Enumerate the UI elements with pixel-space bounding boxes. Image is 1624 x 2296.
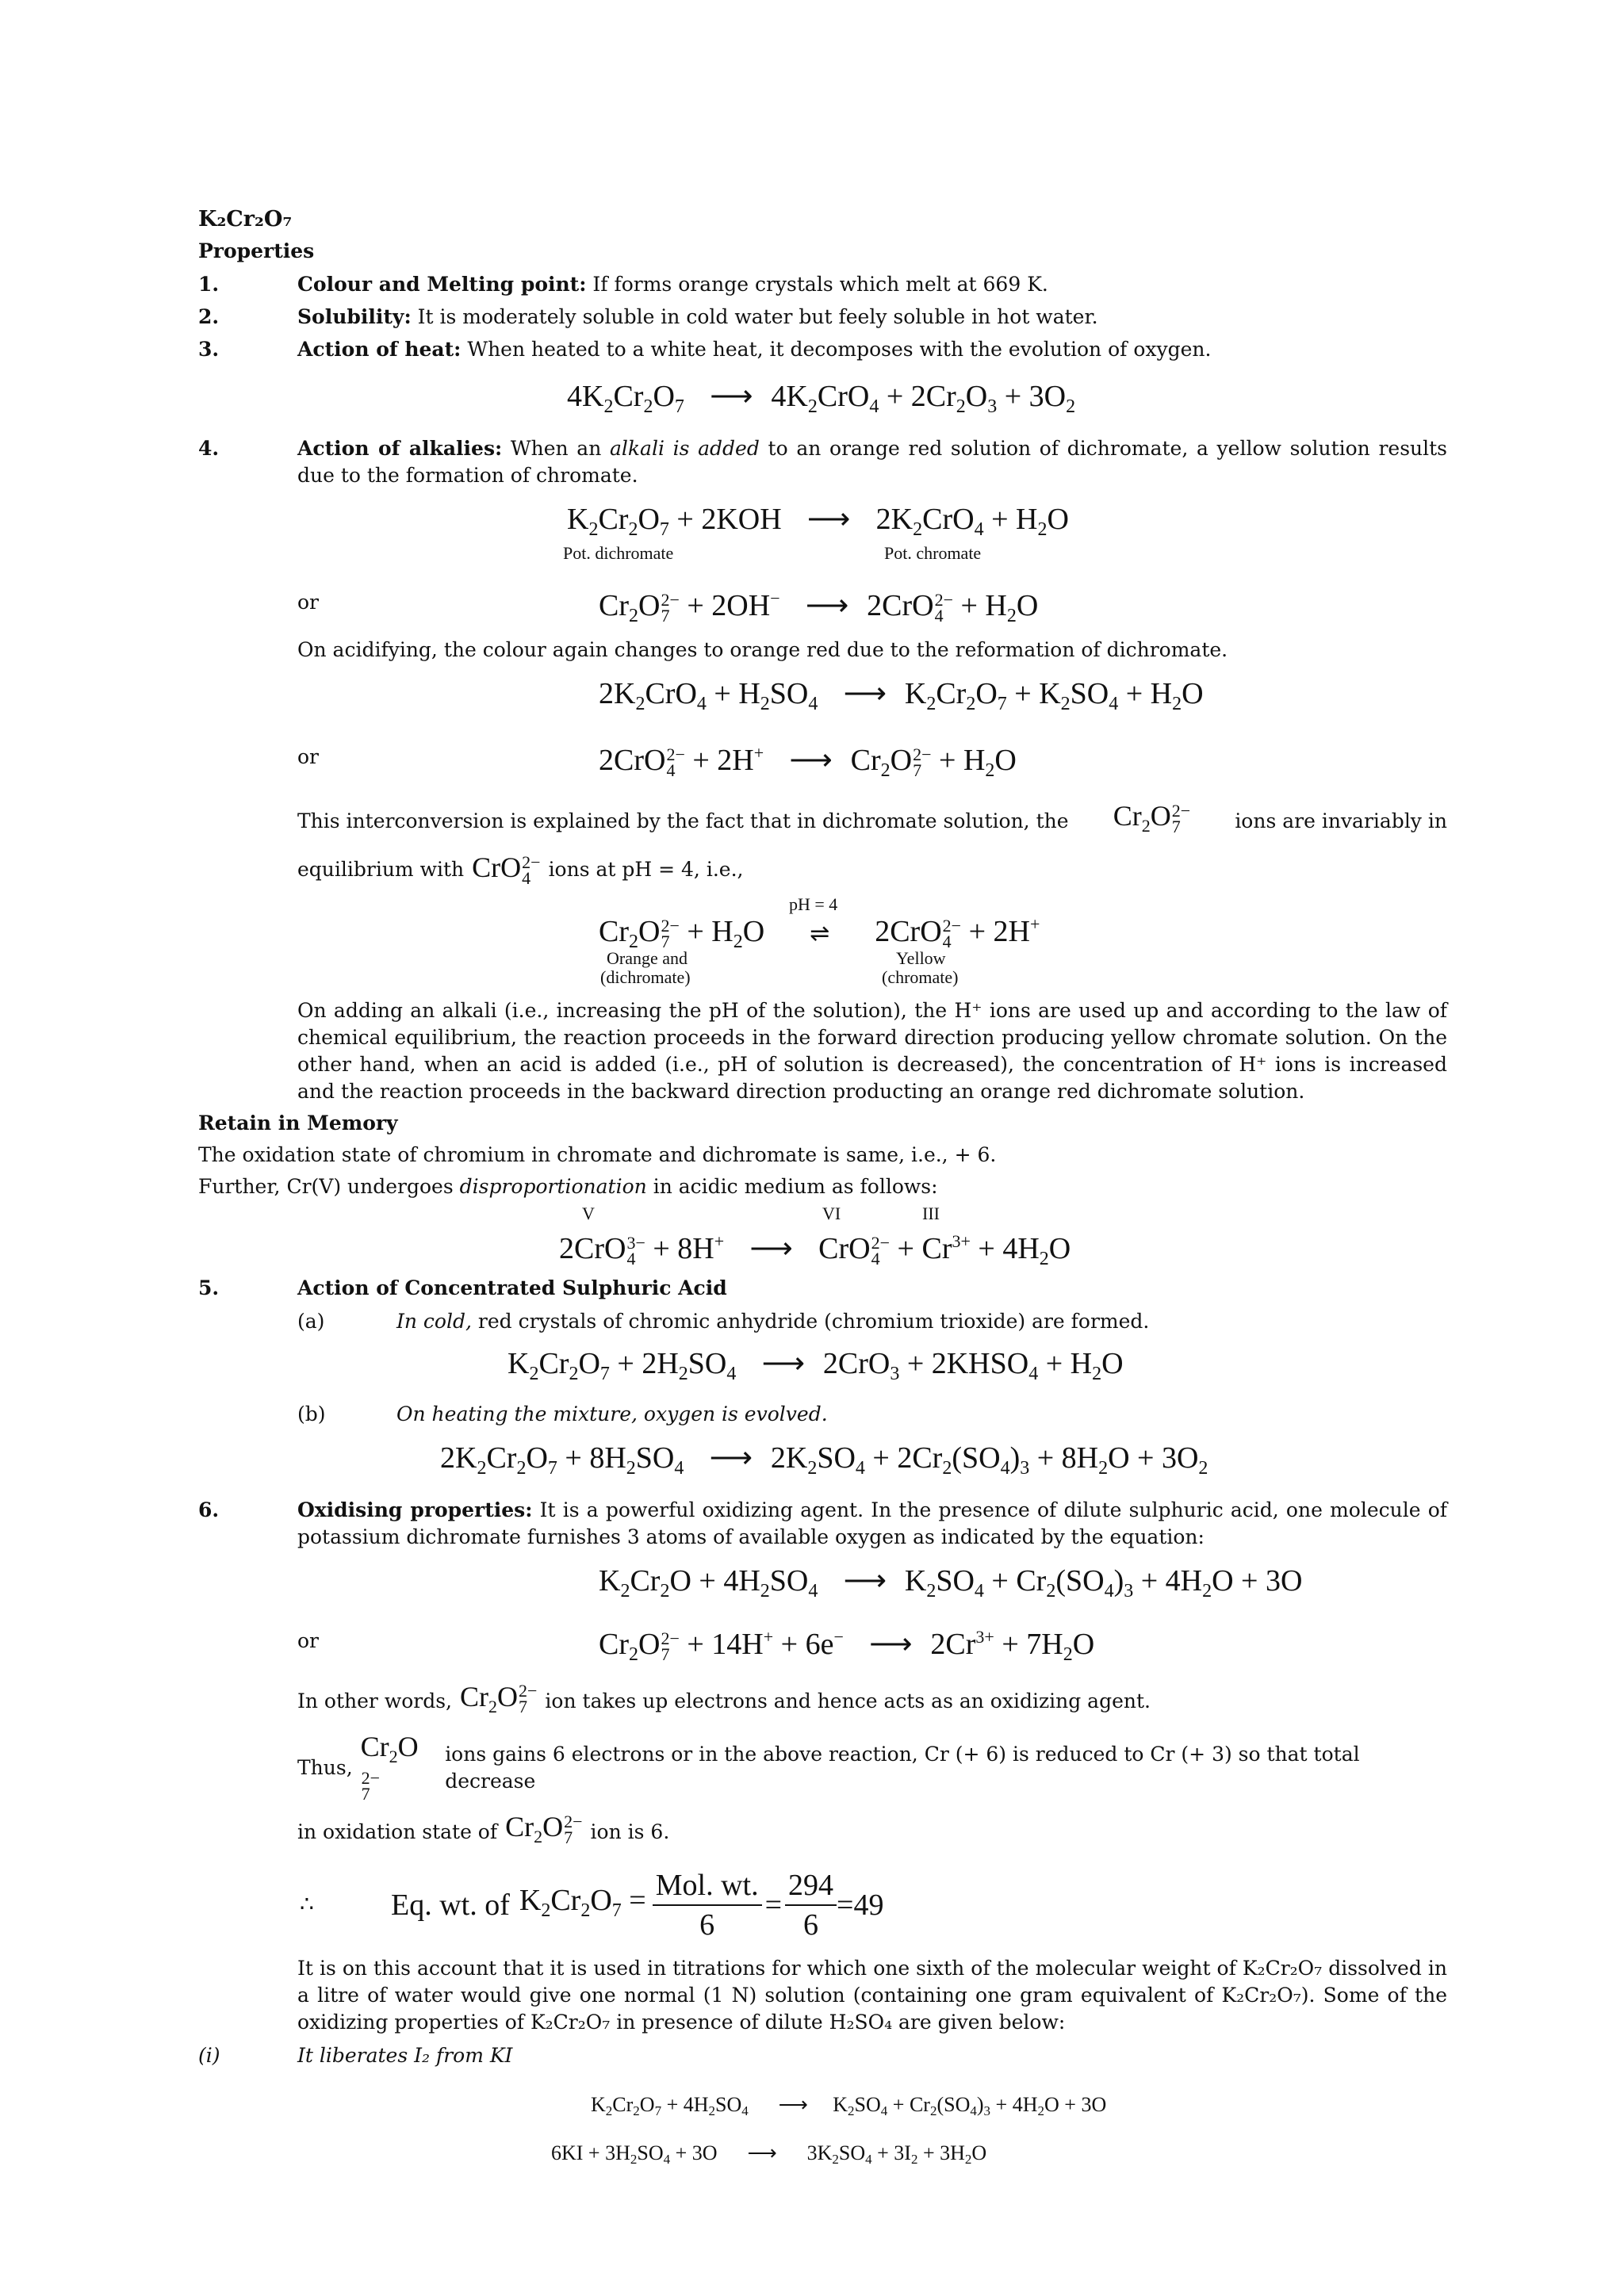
oxidation-state-text: The oxidation state of chromium in chromate and dichromate is same, i.e., + 6. xyxy=(198,1142,997,1166)
item-text: When an xyxy=(502,437,610,460)
further-text-b: in acidic medium as follows: xyxy=(646,1174,938,1198)
item-text: It is moderately soluble in cold water but feely soluble in hot water. xyxy=(411,305,1098,328)
equation-cold-acid: $K_2Cr_2O_7 + 2H_2SO_4$ ⟶ $2CrO_3 + 2KHSO_4 + H_2O$ xyxy=(508,1346,1124,1384)
item-number: 6. xyxy=(198,1498,220,1521)
ox-label-iii: III xyxy=(922,1203,940,1223)
item-1 xyxy=(198,271,1447,298)
equilibrium-text xyxy=(297,851,1447,888)
item-text: to an orange red solution of dichromate, a yellow solution results due to the formation of chromate. xyxy=(297,437,1447,487)
item-number: 5. xyxy=(198,1276,220,1299)
alkali-paragraph: On adding an alkali (i.e., increasing the pH of the solution), the H⁺ ions are used up and according to the law of chemical equilibrium, the reaction proceeds in the forward direction producing yellow chromate solution. On the other hand, when an acid is added (i.e., pH of solution is decreased), the concentration of H⁺ ions is increased and the reaction proceeds in the backward direction producting an orange red dichromate solution. xyxy=(297,998,1447,1103)
item-number: 2. xyxy=(198,305,220,328)
equation-hot-acid: $2K_2Cr_2O_7 + 8H_2SO_4$ ⟶ $2K_2SO_4 + 2Cr_2(SO_4)_3 + 8H_2O + 3O_2$ xyxy=(440,1441,1208,1479)
therefore-symbol: ∴ xyxy=(300,1892,314,1918)
item-text: It is a powerful oxidizing agent. In the presence of dilute sulphuric acid, one molecule of potassium dichromate furnishes 3 atoms of available oxygen as indicated by the equation: xyxy=(297,1498,1447,1548)
equilibrium-equation-block xyxy=(198,894,1447,989)
equilibrium-text-b: ions at pH = 4, i.e., xyxy=(548,858,744,882)
or-label: or xyxy=(297,1628,320,1652)
value-fraction xyxy=(785,1866,837,1944)
equation-oxidising-ionic-block xyxy=(198,1618,1447,1667)
label-chromate: (chromate) xyxy=(882,966,959,987)
equilibrium-text-a: equilibrium with xyxy=(297,858,465,882)
equation-ki-1: $K_2Cr_2O_7 + 4H_2SO_4$ ⟶ $K_2SO_4 + Cr_2(SO_4)_3 + 4H_2O + 3O$ xyxy=(591,2093,1107,2119)
account-paragraph: It is on this account that it is used in titrations for which one sixth of the molecular weight of K₂Cr₂O₇ dissolved in a litre of water would give one normal (1 N) solution (containing one gram equivalent of K₂Cr₂O₇). Some of the oxidizing properties of K₂Cr₂O₇ in presence of dilute H₂SO₄ are given below: xyxy=(297,1957,1447,2034)
item-text-italic: alkali is added xyxy=(610,437,760,460)
item-6 xyxy=(198,1497,1447,1551)
equation-acid: $2K_2CrO_4 + H_2SO_4$ ⟶ $K_2Cr_2O_7 + K_2SO_4 + H_2O$ xyxy=(599,677,1204,714)
equation-ki-2: $6KI + 3H_2SO_4 + 3O$ ⟶ $3K_2SO_4 + 3I_2 + 3H_2O$ xyxy=(551,2141,987,2168)
dichromate-ion: $Cr_2O$ 2− 7 xyxy=(460,1680,538,1717)
subitem-italic: On heating the mixture, oxygen is evolved. xyxy=(396,1402,828,1425)
document-page xyxy=(198,206,1447,2168)
chromate-ion: CrO 2− 4 xyxy=(472,851,541,888)
item-3 xyxy=(198,336,1447,363)
ph-label: pH = 4 xyxy=(789,894,838,914)
item-title: Action of Concentrated Sulphuric Acid xyxy=(297,1276,727,1299)
further-text-a: Further, Cr(V) undergoes xyxy=(198,1174,460,1198)
acidify-text: On acidifying, the colour again changes to orange red due to the reformation of dichromate. xyxy=(297,638,1228,661)
equation-alkali-ionic-block xyxy=(198,580,1447,629)
or-label: or xyxy=(297,591,320,614)
item-5 xyxy=(198,1275,1447,1302)
properties-title: Properties xyxy=(198,239,315,262)
equation-alkali: $K_2Cr_2O_7 + 2KOH$ ⟶ $2K_2CrO_4 + H_2O$ xyxy=(567,503,1069,540)
frac-numerator: Mol. wt. xyxy=(653,1866,762,1906)
subitem-text: red crystals of chromic anhydride (chromium trioxide) are formed. xyxy=(471,1309,1150,1333)
subitem-label: (a) xyxy=(297,1309,325,1333)
subitem-b xyxy=(297,1401,1447,1428)
item-title: Action of heat: xyxy=(297,338,462,361)
disproportionation-block xyxy=(198,1203,1447,1270)
subitem-label: (i) xyxy=(198,2044,220,2068)
item-text: If forms orange crystals which melt at 669 K. xyxy=(586,273,1048,296)
equation-alkali-block xyxy=(198,500,1447,572)
subitem-italic: In cold, xyxy=(396,1309,472,1333)
item-text: When heated to a white heat, it decomposes with the evolution of oxygen. xyxy=(461,338,1212,361)
oxidation-decrease-text xyxy=(297,1813,1447,1850)
frac-denominator: 6 xyxy=(803,1908,819,1942)
other-words-b: ion takes up electrons and hence acts as an oxidizing agent. xyxy=(545,1689,1151,1713)
frac-numerator: 294 xyxy=(785,1866,837,1906)
thus-a: Thus, xyxy=(297,1755,353,1779)
item-number: 3. xyxy=(198,338,220,361)
equilibrium-equation: $Cr_2O$ 2− 7 + $H_2O$ ⇌ 2CrO 2− 4 + 2H+ xyxy=(599,913,1040,952)
item-2 xyxy=(198,304,1447,331)
or-label: or xyxy=(297,745,320,768)
molwt-fraction xyxy=(653,1866,762,1944)
label-orange-and: Orange and xyxy=(607,947,688,968)
further-text xyxy=(198,1173,1447,1200)
disproportionation-equation: 2CrO 3− 4 + 8H+ ⟶ CrO 2− 4 + $Cr^{3+} + 4H_2O$ xyxy=(559,1230,1071,1269)
item-title: Colour and Melting point: xyxy=(297,273,587,296)
thus-b: ions gains 6 electrons or in the above reaction, Cr (+ 6) is reduced to Cr (+ 3) so that total decrease xyxy=(445,1742,1360,1793)
dichromate-ion: $Cr_2O$ 2− 7 xyxy=(360,1730,419,1804)
subitem-a xyxy=(297,1308,1447,1335)
item-title: Oxidising properties: xyxy=(297,1498,533,1521)
interconversion-text-b: ions are invariably in xyxy=(1235,809,1447,832)
heading: K₂Cr₂O₇ xyxy=(198,207,293,232)
eq-wt-result: =49 xyxy=(837,1888,884,1923)
label-yellow: Yellow xyxy=(896,947,946,968)
subitem-i xyxy=(198,2042,1447,2069)
item-title: Action of alkalies: xyxy=(297,437,503,460)
ox-decrease-b: ion is 6. xyxy=(590,1820,670,1843)
dichromate-ion: $Cr_2O$ 2− 7 xyxy=(1113,800,1191,836)
item-number: 4. xyxy=(198,437,220,460)
further-text-italic: disproportionation xyxy=(459,1174,647,1198)
equation-alkali-ionic: $Cr_2O$ 2− 7 + 2OH− ⟶ 2CrO 2− 4 + $H_2O$ xyxy=(599,588,1039,626)
interconversion-text-a: This interconversion is explained by the fact that in dichromate solution, the xyxy=(297,809,1069,832)
dichromate-ion: $Cr_2O$ 2− 7 xyxy=(505,1811,583,1848)
ox-label-vi: VI xyxy=(822,1203,841,1223)
equation-heat: $4K_2Cr_2O_7$ ⟶ $4K_2CrO_4 + 2Cr_2O_3 + 3O_2$ xyxy=(567,380,1076,417)
item-number: 1. xyxy=(198,273,220,296)
ox-decrease-a: in oxidation state of xyxy=(297,1820,498,1843)
other-words-text xyxy=(297,1680,1447,1720)
equation-oxidising-ionic: $Cr_2O$ 2− 7 + 14H+ + 6e− ⟶ $2Cr^{3+} + 7H_2O$ xyxy=(599,1626,1095,1665)
label-dichromate: (dichromate) xyxy=(600,966,691,987)
equivalent-weight-equation: ∴ Eq. wt. of $K_2Cr_2O_7$ = $\frac{\text{Mol. wt.}}{6}$ = $\frac{294}{6}$ =49 xyxy=(198,1866,1447,1944)
interconversion-text xyxy=(297,802,1447,840)
label-pot-chromate: Pot. chromate xyxy=(884,543,982,563)
equation-acid-ionic: 2CrO 2− 4 + 2H+ ⟶ $Cr_2O$ 2− 7 + $H_2O$ xyxy=(599,743,1017,781)
equation-oxidising: $K_2Cr_2O + 4H_2SO_4$ ⟶ $K_2SO_4 + Cr_2(SO_4)_3 + 4H_2O + 3O$ xyxy=(599,1563,1303,1601)
thus-text xyxy=(297,1730,1447,1804)
subitem-text: It liberates I₂ from KI xyxy=(297,2044,513,2068)
equation-acid-ionic-block xyxy=(198,734,1447,783)
eq-wt-label: Eq. wt. of xyxy=(391,1888,510,1923)
subitem-label: (b) xyxy=(297,1402,326,1425)
label-pot-dichromate: Pot. dichromate xyxy=(563,543,674,563)
frac-denominator: 6 xyxy=(699,1908,715,1942)
item-4 xyxy=(198,435,1447,489)
ox-label-v: V xyxy=(582,1203,595,1223)
retain-heading: Retain in Memory xyxy=(198,1111,398,1135)
other-words-a: In other words, xyxy=(297,1689,452,1713)
item-title: Solubility: xyxy=(297,305,412,328)
